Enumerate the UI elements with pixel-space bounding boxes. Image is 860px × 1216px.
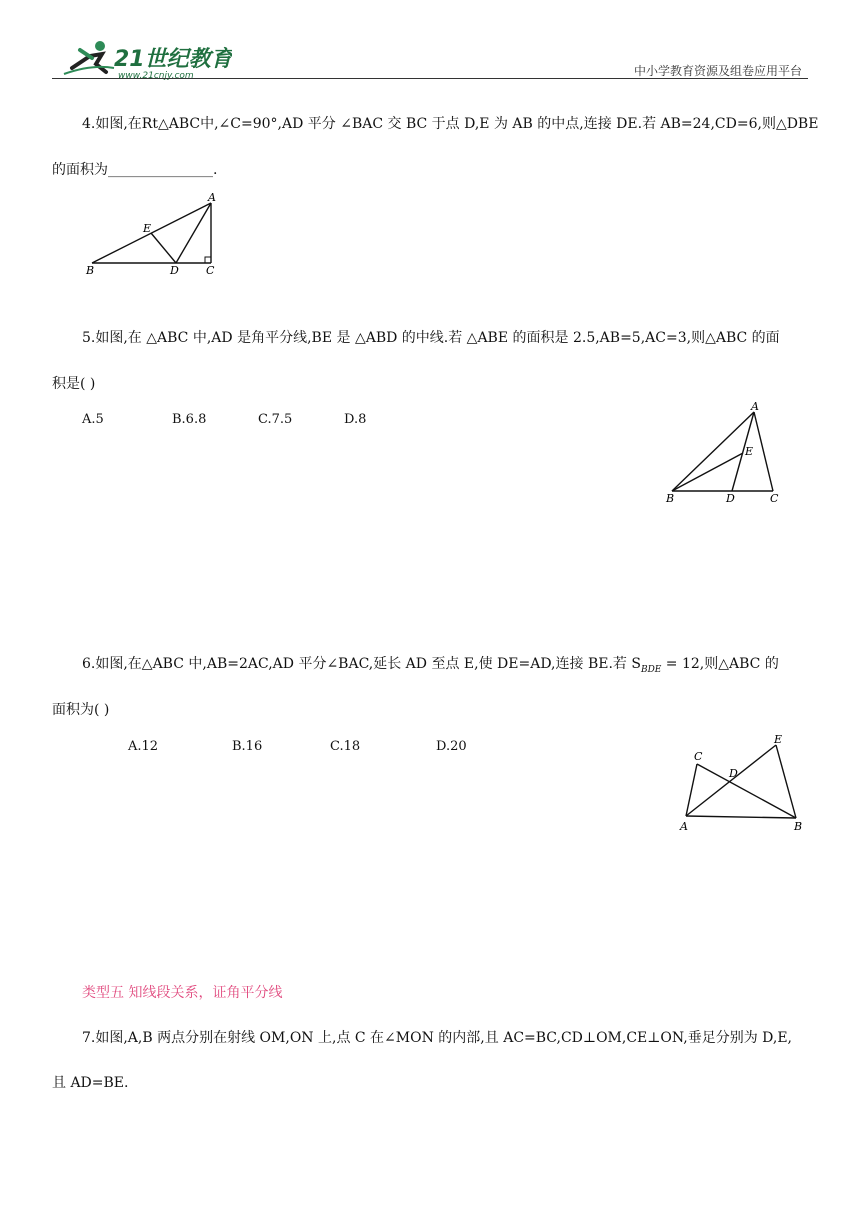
q6-option-a[interactable]: A.12: [128, 739, 159, 754]
q4-figure: [80, 190, 230, 280]
q5-text-line1: 5.如图,在 △ABC 中,AD 是角平分线,BE 是 △ABD 的中线.若 △ABE 的面积是 2.5,AB=5,AC=3,则△ABC 的面: [82, 330, 780, 346]
q5-label-c: C: [770, 492, 779, 505]
runner-icon: [64, 41, 114, 74]
logo-sub: www.21cnjy.com: [118, 71, 194, 81]
q6-label-c: C: [694, 750, 703, 763]
q4-text-line1: 4.如图,在Rt△ABC中,∠C=90°,AD 平分 ∠BAC 交 BC 于点 D,E 为 AB 的中点,连接 DE.若 AB=24,CD=6,则△DBE: [82, 116, 819, 132]
q5-label-d: D: [726, 492, 735, 505]
q5-text-line2: 积是( ): [52, 376, 96, 392]
q5-option-b[interactable]: B.6.8: [172, 412, 207, 427]
q7-text-line2: 且 AD=BE.: [52, 1075, 129, 1091]
q6-option-d[interactable]: D.20: [436, 739, 467, 754]
q6-figure: [670, 730, 820, 840]
header-platform-text: 中小学教育资源及组卷应用平台: [633, 64, 802, 78]
q6-text-main: 6.如图,在△ABC 中,AB=2AC,AD 平分∠BAC,延长 AD 至点 E,使 DE=AD,连接 BE.若 S: [82, 656, 641, 672]
q5-figure: [660, 398, 790, 510]
q6-text-line1: [82, 654, 779, 680]
q5-segment-be: [672, 453, 743, 491]
q4-text-line2: 的面积为_______________.: [52, 162, 218, 178]
q6-option-c[interactable]: C.18: [330, 739, 361, 754]
q6-label-e: E: [774, 733, 783, 746]
q6-label-b: B: [794, 820, 803, 833]
q5-label-b: B: [666, 492, 675, 505]
section-5-title: 类型五 知线段关系，证角平分线: [82, 985, 283, 1001]
q5-label-e: E: [745, 445, 754, 458]
q6-segment-ab: [686, 816, 796, 818]
q4-label-e: E: [143, 222, 152, 235]
q5-segment-ac: [754, 412, 773, 491]
q4-segment-ed: [151, 233, 176, 263]
q5-label-a: A: [751, 400, 759, 413]
q6-segment-eb: [776, 745, 796, 818]
q6-label-a: A: [680, 820, 688, 833]
q5-segment-ba: [672, 412, 754, 491]
q4-label-c: C: [206, 264, 215, 277]
header-divider: [52, 78, 808, 79]
q6-label-d: D: [729, 767, 738, 780]
q6-option-b[interactable]: B.16: [232, 739, 263, 754]
q4-label-a: A: [208, 191, 216, 204]
q4-right-angle-mark: [205, 257, 211, 263]
q5-option-c[interactable]: C.7.5: [258, 412, 293, 427]
q6-area-subscript: BDE: [640, 664, 662, 675]
q6-text-tail: = 12,则△ABC 的: [661, 656, 779, 672]
logo-main: 21世纪教育: [114, 47, 232, 72]
q6-text-line2: 面积为( ): [52, 702, 110, 718]
q4-label-b: B: [86, 264, 95, 277]
q5-option-d[interactable]: D.8: [344, 412, 367, 427]
q6-segment-cb: [697, 764, 796, 818]
q7-text-line1: 7.如图,A,B 两点分别在射线 OM,ON 上,点 C 在∠MON 的内部,且 AC=BC,CD⊥OM,CE⊥ON,垂足分别为 D,E,: [82, 1030, 793, 1046]
q5-option-a[interactable]: A.5: [82, 412, 104, 427]
q4-label-d: D: [170, 264, 179, 277]
site-logo: [62, 38, 232, 82]
